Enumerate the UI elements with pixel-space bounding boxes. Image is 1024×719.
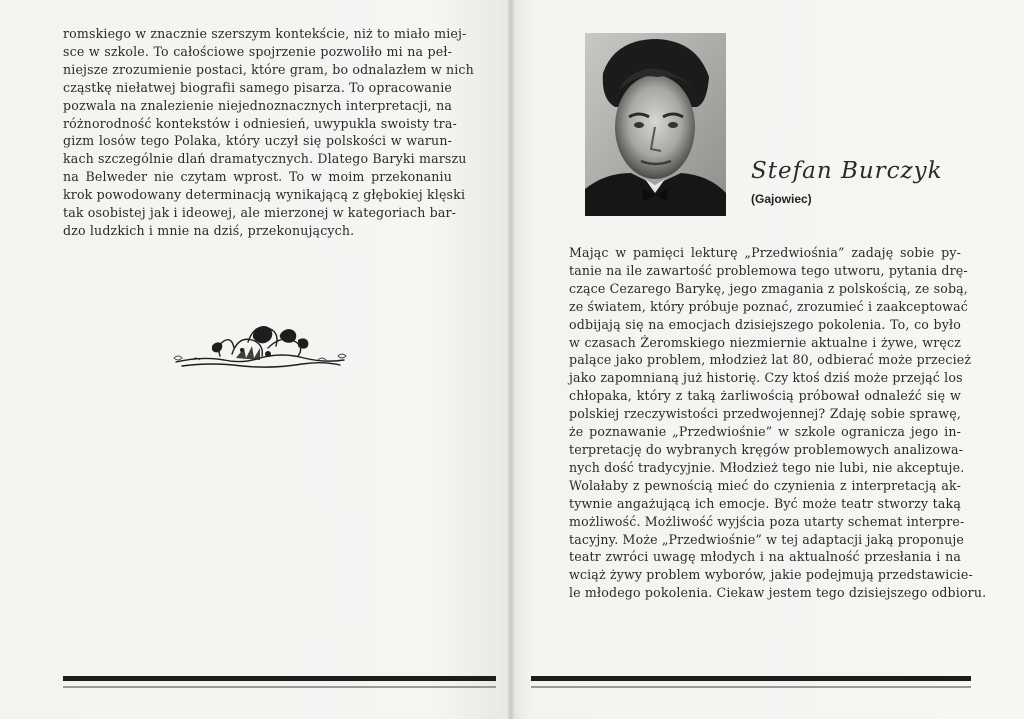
text-line: możliwość. Możliwość wyjścia poza utarty schemat interpre- — [569, 513, 965, 529]
left-page — [0, 0, 511, 719]
text-line: polskiej rzeczywistości przedwojennej? Zdaję sobie sprawę, — [569, 406, 961, 422]
text-line: tywnie angażującą ich emocje. Być może teatr stworzy taką — [569, 495, 961, 511]
text-line: tanie na ile zawartość problemowa tego utworu, pytania drę- — [569, 262, 968, 278]
signature: Stefan Burczyk — [751, 158, 943, 184]
text-line: teatr zwróci uwagę młodych i na aktualność przesłania i na — [569, 549, 961, 565]
text-line: gizm losów tego Polaka, który uczył się polskości w warun- — [63, 133, 452, 149]
book-gutter — [508, 0, 514, 719]
bottom-rule-shadow — [531, 686, 971, 688]
floral-ornament — [172, 318, 348, 378]
text-line: chłopaka, który z taką żarliwością próbował odnaleźć się w — [569, 388, 961, 404]
author-portrait — [585, 33, 726, 216]
text-line: nych dość tradycyjnie. Młodzież tego nie lubi, nie akceptuje. — [569, 459, 965, 475]
text-line: że poznawanie „Przedwiośnie” w szkole ogranicza jego in- — [569, 424, 961, 440]
text-line: romskiego w znacznie szerszym kontekście, niż to miało miej- — [63, 26, 467, 41]
text-line: tacyjny. Może „Przedwiośnie” w tej adaptacji jaką proponuje — [569, 531, 965, 547]
text-line: pozwala na znalezienie niejednoznacznych interpretacji, na — [63, 97, 452, 113]
text-line: czące Cezarego Barykę, jego zmagania z polskością, ze sobą, — [569, 280, 968, 296]
text-line: Wolałaby z pewnością mieć do czynienia z interpretacją ak- — [569, 477, 961, 493]
text-line: odbijają się na emocjach dzisiejszego pokolenia. To, co było — [569, 316, 961, 332]
text-line: terpretację do wybranych kręgów problemowych analizowa- — [569, 441, 964, 457]
text-line: cząstkę niełatwej biografii samego pisarza. To opracowanie — [63, 79, 452, 95]
bottom-rule-shadow — [63, 686, 496, 688]
bottom-rule — [63, 676, 496, 681]
right-page — [511, 0, 1024, 719]
text-line: palące jako problem, młodzież lat 80, odbierać może przecież — [569, 352, 972, 368]
left-page-text — [63, 25, 474, 240]
role-caption: (Gajowiec) — [751, 192, 812, 206]
text-line: niejsze zrozumienie postaci, które gram, bo odnalazłem w nich — [63, 61, 474, 77]
text-line: dzo ludzkich i mnie na dziś, przekonujących. — [63, 222, 355, 238]
text-line: wciąż żywy problem wyborów, jakie podejmują przedstawicie- — [569, 567, 973, 583]
text-line: na Belweder nie czytam wprost. To w moim przekonaniu — [63, 169, 452, 185]
text-line: w czasach Żeromskiego niezmiernie aktualne i żywe, wręcz — [569, 334, 961, 350]
text-line: tak osobistej jak i ideowej, ale mierzonej w kategoriach bar- — [63, 205, 457, 221]
text-line: sce w szkole. To całościowe spojrzenie pozwoliło mi na peł- — [63, 43, 452, 59]
text-line: krok powodowany determinacją wynikającą z głębokiej klęski — [63, 187, 466, 203]
portrait-photo — [585, 33, 726, 216]
text-line: Mając w pamięci lekturę „Przedwiośnia” zadaję sobie py- — [569, 245, 961, 260]
text-line: le młodego pokolenia. Ciekaw jestem tego dzisiejszego odbioru. — [569, 585, 987, 601]
text-line: kach szczególnie dlań dramatycznych. Dlatego Baryki marszu — [63, 151, 467, 167]
text-line: różnorodność kontekstów i odniesień, uwypukla swoisty tra- — [63, 115, 457, 131]
text-line: ze światem, który próbuje poznać, zrozumieć i zaakceptować — [569, 298, 968, 314]
bottom-rule — [531, 676, 971, 681]
text-line: jako zapomnianą już historię. Czy ktoś dziś może przejąć los — [569, 370, 963, 386]
right-page-text — [569, 244, 987, 602]
